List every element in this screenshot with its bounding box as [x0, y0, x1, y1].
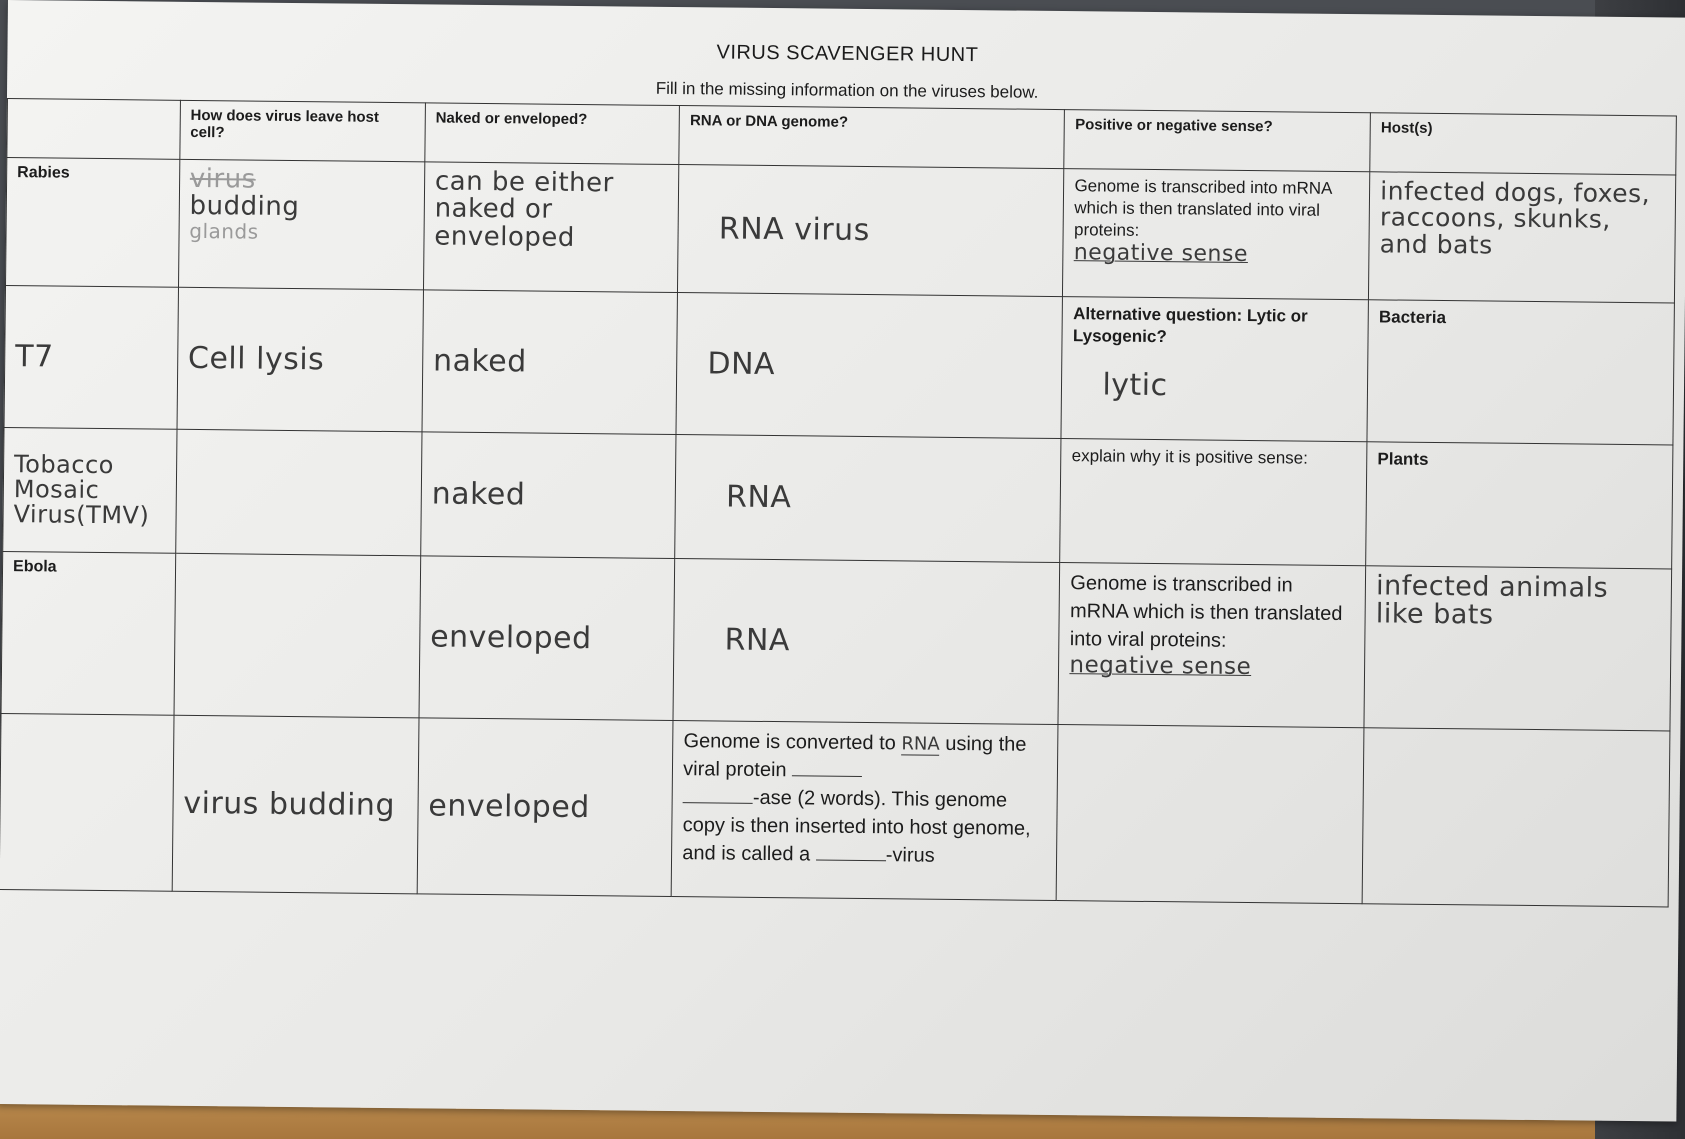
- cell-rabies-genome: [678, 165, 1064, 297]
- retro-genome-answer: RNA: [901, 733, 940, 755]
- ebola-host-answer: infected animals like bats: [1375, 570, 1609, 631]
- retro-envelope-answer: enveloped: [428, 788, 591, 825]
- cell-retro-sense: [1057, 725, 1365, 904]
- table-row: [6, 157, 1676, 302]
- t7-sense-answer: lytic: [1102, 367, 1168, 404]
- rabies-envelope-answer: can be either naked or enveloped: [434, 166, 614, 253]
- retro-blank-virus-type: [816, 860, 886, 862]
- cell-tmv-envelope: [421, 432, 677, 559]
- header-exit: How does virus leave host cell?: [180, 100, 426, 162]
- cell-ebola-sense: [1058, 563, 1365, 728]
- cell-rabies-host: [1369, 172, 1676, 303]
- row-label-t7: [4, 285, 178, 429]
- tmv-host-answer: Plants: [1377, 449, 1429, 469]
- header-host: Host(s): [1370, 113, 1676, 175]
- ebola-sense-answer: negative sense: [1069, 652, 1252, 681]
- retro-genome-prompt: [682, 727, 1048, 871]
- t7-exit-answer: Cell lysis: [187, 340, 325, 378]
- retro-prompt-part3: -ase (2 words). This genome copy is then inserted into host genome, and is called a: [682, 786, 1031, 866]
- header-sense: Positive or negative sense?: [1064, 110, 1370, 172]
- t7-envelope-answer: naked: [432, 343, 527, 380]
- tmv-genome-answer: RNA: [725, 479, 792, 515]
- cell-rabies-sense: [1063, 169, 1370, 300]
- cell-tmv-exit: [175, 429, 421, 556]
- header-blank: [7, 98, 180, 159]
- worksheet-instructions: Fill in the missing information on the viruses below.: [655, 78, 1039, 102]
- cell-t7-sense: [1061, 297, 1368, 442]
- cell-retro-genome: [671, 721, 1058, 901]
- table-row: [4, 285, 1674, 444]
- row-label-tmv: [3, 427, 177, 553]
- cell-retro-host: [1362, 728, 1670, 907]
- virus-table: [0, 98, 1677, 907]
- cell-ebola-genome: [673, 559, 1060, 725]
- cell-ebola-exit: [174, 553, 421, 718]
- cell-tmv-sense: [1060, 439, 1367, 566]
- rabies-exit-faint: glands: [189, 218, 259, 244]
- cell-t7-host: [1367, 300, 1674, 445]
- retro-blank-enzyme: [683, 802, 753, 804]
- rabies-sense-prompt: Genome is transcribed into mRNA which is then translated into viral proteins:: [1073, 176, 1332, 241]
- rabies-genome-answer: RNA virus: [718, 211, 870, 248]
- table-row: [3, 427, 1673, 568]
- tmv-envelope-answer: naked: [431, 476, 526, 513]
- ebola-sense-prompt: Genome is transcribed in mRNA which is then translated into viral proteins:: [1069, 572, 1343, 652]
- retro-prompt-part1: Genome is converted to: [683, 730, 896, 755]
- cell-retro-exit: [172, 715, 419, 894]
- retro-exit-answer: virus budding: [183, 785, 396, 823]
- cell-ebola-envelope: [419, 556, 675, 721]
- retro-blank-protein: [792, 775, 862, 777]
- t7-sense-prompt: Alternative question: Lytic or Lysogenic?: [1072, 304, 1308, 347]
- cell-t7-genome: [676, 293, 1063, 439]
- worksheet-title: VIRUS SCAVENGER HUNT: [716, 41, 979, 67]
- tmv-sense-prompt: explain why it is positive sense:: [1071, 446, 1308, 468]
- retro-prompt-part4: -virus: [885, 844, 935, 867]
- tmv-name: Tobacco Mosaic Virus(TMV): [13, 449, 150, 530]
- cell-tmv-host: [1366, 442, 1673, 569]
- cell-t7-envelope: [422, 290, 678, 435]
- t7-name: T7: [15, 338, 54, 375]
- tmv-exit-answer: [187, 436, 411, 438]
- cell-tmv-genome: [675, 435, 1061, 563]
- header-genome: RNA or DNA genome?: [679, 106, 1065, 169]
- cell-t7-exit: [177, 287, 424, 432]
- table-row: [1, 551, 1672, 730]
- t7-genome-answer: DNA: [707, 346, 776, 382]
- rabies-sense-answer: negative sense: [1073, 240, 1249, 268]
- header-envelope: Naked or enveloped?: [425, 103, 680, 165]
- ebola-envelope-answer: enveloped: [430, 619, 592, 656]
- row-label-ebola: Ebola: [1, 551, 175, 715]
- cell-rabies-exit: [178, 159, 424, 290]
- rabies-exit-crossed: virus: [189, 163, 256, 195]
- t7-host-answer: Bacteria: [1378, 307, 1447, 328]
- rabies-host-answer: infected dogs, foxes, raccoons, skunks, and bats: [1379, 176, 1651, 260]
- ebola-genome-answer: RNA: [724, 622, 791, 658]
- table-row: [0, 713, 1670, 906]
- ebola-exit-answer: [186, 560, 410, 562]
- cell-ebola-host: [1364, 566, 1672, 731]
- cell-retro-envelope: [417, 718, 673, 897]
- cell-rabies-envelope: [423, 162, 679, 293]
- row-label-retro: [0, 713, 174, 891]
- row-label-rabies: Rabies: [6, 157, 180, 287]
- rabies-exit-answer: budding: [189, 191, 300, 223]
- retro-prompt-part2: using the viral protein: [683, 732, 1027, 782]
